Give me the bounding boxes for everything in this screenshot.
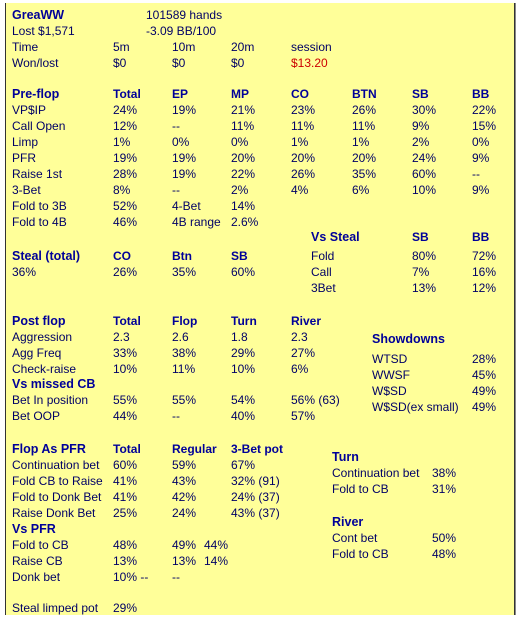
missed-cb-row-cell: 57% xyxy=(291,409,316,423)
vs-pfr-row-cell: 13% xyxy=(172,554,197,568)
steal-total-value: 36% xyxy=(12,265,37,279)
preflop-row-cell: 19% xyxy=(172,151,197,165)
missed-cb-row-label: Bet OOP xyxy=(12,409,61,423)
preflop-row-label: Call Open xyxy=(12,119,66,133)
vs-steal-row-cell: 12% xyxy=(472,281,497,295)
wonlost-10m: $0 xyxy=(172,56,186,70)
postflop-row-cell: 33% xyxy=(113,346,138,360)
fold-to-3b-label: Fold to 3B xyxy=(12,199,67,213)
steal-limped-label: Steal limped pot xyxy=(12,601,99,615)
postflop-row-cell: 1.8 xyxy=(231,330,248,344)
preflop-row-cell: 1% xyxy=(291,135,309,149)
preflop-row-cell: 19% xyxy=(113,151,138,165)
postflop-header: Post flop xyxy=(12,314,66,328)
vs-pfr-row-label: Donk bet xyxy=(12,570,61,584)
fold-to-4b-value: 46% xyxy=(113,215,138,229)
missed-cb-row-cell: -- xyxy=(172,409,180,423)
preflop-row-cell: 22% xyxy=(231,167,256,181)
postflop-row-cell: 2.3 xyxy=(291,330,308,344)
river-row-label: Cont bet xyxy=(332,531,378,545)
vs-steal-col-bb: BB xyxy=(472,230,490,244)
vs-pfr-row-cell: -- xyxy=(172,570,180,584)
postflop-col-flop: Flop xyxy=(172,314,198,328)
postflop-row-cell: 2.3 xyxy=(113,330,130,344)
preflop-row-cell: 0% xyxy=(231,135,249,149)
preflop-row-cell: -- xyxy=(172,183,180,197)
preflop-row-cell: 9% xyxy=(412,119,430,133)
player-name: GreaWW xyxy=(12,8,65,22)
vs-steal-row-label: Fold xyxy=(311,249,335,263)
preflop-col-mp: MP xyxy=(231,87,249,101)
vs-steal-row-cell: 13% xyxy=(412,281,437,295)
turn-row-value: 31% xyxy=(432,482,457,496)
steal-col-sb: SB xyxy=(231,249,248,263)
postflop-row-label: Check-raise xyxy=(12,362,77,376)
vs-pfr-row-cell: 10% -- xyxy=(113,570,149,584)
flop-pfr-row-label: Fold CB to Raise xyxy=(12,474,103,488)
postflop-row-cell: 29% xyxy=(231,346,256,360)
preflop-row-cell: 1% xyxy=(352,135,370,149)
flop-pfr-row-cell: 60% xyxy=(113,458,138,472)
vs-steal-header: Vs Steal xyxy=(311,230,360,244)
flop-pfr-col-regular: Regular xyxy=(172,442,217,456)
flop-pfr-row-cell: 24% xyxy=(172,506,197,520)
preflop-row-cell: 20% xyxy=(231,151,256,165)
preflop-row-cell: -- xyxy=(472,167,480,181)
vs-steal-row-label: 3Bet xyxy=(311,281,336,295)
flop-pfr-row-cell: 67% xyxy=(231,458,256,472)
showdowns-header: Showdowns xyxy=(372,332,445,346)
flop-pfr-col-3bet: 3-Bet pot xyxy=(231,442,283,456)
river-row-value: 48% xyxy=(432,547,457,561)
preflop-row-cell: 2% xyxy=(412,135,430,149)
preflop-col-total: Total xyxy=(113,87,141,101)
preflop-row-label: 3-Bet xyxy=(12,183,41,197)
missed-cb-row-cell: 56% (63) xyxy=(291,393,340,407)
preflop-col-bb: BB xyxy=(472,87,490,101)
vs-steal-row-cell: 16% xyxy=(472,265,497,279)
wonlost-20m: $0 xyxy=(231,56,245,70)
flop-pfr-row-cell: 43% xyxy=(172,474,197,488)
flop-pfr-row-label: Fold to Donk Bet xyxy=(12,490,102,504)
preflop-row-label: Limp xyxy=(12,135,39,149)
vs-steal-row-cell: 72% xyxy=(472,249,497,263)
four-bet-value: 14% xyxy=(231,199,256,213)
showdown-row-label: WTSD xyxy=(372,352,408,366)
four-bet-range-label: 4B range xyxy=(172,215,221,229)
preflop-row-cell: 10% xyxy=(412,183,437,197)
preflop-col-ep: EP xyxy=(172,87,189,101)
postflop-col-total: Total xyxy=(113,314,141,328)
postflop-row-cell: 6% xyxy=(291,362,309,376)
missed-cb-row-cell: 44% xyxy=(113,409,138,423)
showdown-row-value: 49% xyxy=(472,384,497,398)
showdown-row-label: WWSF xyxy=(372,368,410,382)
preflop-row-cell: 8% xyxy=(113,183,131,197)
flop-pfr-row-label: Raise Donk Bet xyxy=(12,506,96,520)
vs-pfr-row-cell: 13% xyxy=(113,554,138,568)
preflop-row-cell: 0% xyxy=(172,135,190,149)
preflop-row-cell: 19% xyxy=(172,103,197,117)
postflop-col-river: River xyxy=(291,314,322,328)
vs-steal-row-label: Call xyxy=(311,265,332,279)
preflop-row-label: PFR xyxy=(12,151,36,165)
steal-co-value: 26% xyxy=(113,265,138,279)
steal-limped-value: 29% xyxy=(113,601,138,615)
vs-steal-col-sb: SB xyxy=(412,230,429,244)
turn-row-label: Continuation bet xyxy=(332,466,420,480)
steal-sb-value: 60% xyxy=(231,265,256,279)
hand-count: 101589 hands xyxy=(146,8,223,22)
fold-to-3b-value: 52% xyxy=(113,199,138,213)
time-label: Time xyxy=(12,40,39,54)
preflop-row-label: VP$IP xyxy=(12,103,47,117)
preflop-row-cell: 4% xyxy=(291,183,309,197)
preflop-row-cell: 23% xyxy=(291,103,316,117)
preflop-row-cell: 12% xyxy=(113,119,138,133)
river-header: River xyxy=(332,515,364,529)
preflop-row-cell: 9% xyxy=(472,151,490,165)
showdown-row-value: 28% xyxy=(472,352,497,366)
preflop-row-cell: 24% xyxy=(113,103,138,117)
preflop-row-cell: 30% xyxy=(412,103,437,117)
missed-cb-row-cell: 54% xyxy=(231,393,256,407)
time-header-20m: 20m xyxy=(231,40,255,54)
flop-pfr-row-cell: 43% (37) xyxy=(231,506,280,520)
postflop-row-cell: 38% xyxy=(172,346,197,360)
river-row-value: 50% xyxy=(432,531,457,545)
time-header-5m: 5m xyxy=(113,40,130,54)
steal-btn-value: 35% xyxy=(172,265,197,279)
steal-col-btn: Btn xyxy=(172,249,192,263)
preflop-row-cell: 11% xyxy=(231,119,255,133)
flop-pfr-row-cell: 25% xyxy=(113,506,138,520)
preflop-row-cell: 6% xyxy=(352,183,370,197)
vs-steal-row-cell: 80% xyxy=(412,249,437,263)
preflop-row-cell: 21% xyxy=(231,103,256,117)
preflop-header: Pre-flop xyxy=(12,87,60,101)
wonlost-session: $13.20 xyxy=(291,56,328,70)
flop-pfr-col-total: Total xyxy=(113,442,141,456)
flop-pfr-header: Flop As PFR xyxy=(12,442,86,456)
lost-amount: Lost $1,571 xyxy=(12,24,75,38)
preflop-col-co: CO xyxy=(291,87,309,101)
four-bet-label: 4-Bet xyxy=(172,199,201,213)
flop-pfr-row-cell: 32% (91) xyxy=(231,474,280,488)
vs-steal-row-cell: 7% xyxy=(412,265,430,279)
preflop-row-cell: 22% xyxy=(472,103,497,117)
preflop-row-cell: 20% xyxy=(352,151,377,165)
hud-panel xyxy=(5,3,515,615)
time-header-session: session xyxy=(291,40,332,54)
four-bet-range-value: 2.6% xyxy=(231,215,259,229)
time-header-10m: 10m xyxy=(172,40,196,54)
preflop-row-cell: 1% xyxy=(113,135,131,149)
showdown-row-label: W$SD xyxy=(372,384,407,398)
preflop-row-cell: 26% xyxy=(352,103,377,117)
missed-cb-header: Vs missed CB xyxy=(12,377,96,391)
preflop-row-cell: -- xyxy=(172,119,180,133)
vs-pfr-row-cell: 49% xyxy=(172,538,197,552)
preflop-row-label: Raise 1st xyxy=(12,167,63,181)
missed-cb-row-cell: 40% xyxy=(231,409,256,423)
preflop-row-cell: 11% xyxy=(352,119,376,133)
preflop-row-cell: 26% xyxy=(291,167,316,181)
missed-cb-row-label: Bet In position xyxy=(12,393,89,407)
steal-col-co: CO xyxy=(113,249,131,263)
flop-pfr-row-cell: 41% xyxy=(113,474,138,488)
flop-pfr-row-label: Continuation bet xyxy=(12,458,100,472)
showdown-row-value: 45% xyxy=(472,368,497,382)
steal-header: Steal (total) xyxy=(12,249,81,263)
river-row-label: Fold to CB xyxy=(332,547,389,561)
showdown-row-value: 49% xyxy=(472,400,497,414)
turn-row-label: Fold to CB xyxy=(332,482,389,496)
preflop-row-cell: 24% xyxy=(412,151,437,165)
vs-pfr-row-cell: 48% xyxy=(113,538,138,552)
preflop-row-cell: 11% xyxy=(291,119,315,133)
preflop-row-cell: 2% xyxy=(231,183,249,197)
fold-to-4b-label: Fold to 4B xyxy=(12,215,67,229)
missed-cb-row-cell: 55% xyxy=(113,393,138,407)
preflop-row-cell: 9% xyxy=(472,183,490,197)
showdown-row-label: W$SD(ex small) xyxy=(372,400,459,414)
postflop-row-cell: 10% xyxy=(113,362,138,376)
postflop-row-label: Agg Freq xyxy=(12,346,62,360)
postflop-row-cell: 27% xyxy=(291,346,316,360)
turn-row-value: 38% xyxy=(432,466,457,480)
postflop-row-cell: 11% xyxy=(172,362,196,376)
preflop-row-cell: 19% xyxy=(172,167,197,181)
preflop-col-sb: SB xyxy=(412,87,429,101)
preflop-row-cell: 28% xyxy=(113,167,138,181)
preflop-row-cell: 15% xyxy=(472,119,497,133)
preflop-col-btn: BTN xyxy=(352,87,377,101)
wonlost-5m: $0 xyxy=(113,56,127,70)
turn-header: Turn xyxy=(332,450,359,464)
vs-pfr-row-label: Fold to CB xyxy=(12,538,69,552)
vs-pfr-row-cell: 44% xyxy=(204,538,229,552)
preflop-row-cell: 20% xyxy=(291,151,316,165)
wonlost-label: Won/lost xyxy=(12,56,59,70)
bb-per-100: -3.09 BB/100 xyxy=(146,24,217,38)
postflop-col-turn: Turn xyxy=(231,314,257,328)
preflop-row-cell: 35% xyxy=(352,167,377,181)
vs-pfr-row-label: Raise CB xyxy=(12,554,63,568)
postflop-row-cell: 10% xyxy=(231,362,256,376)
flop-pfr-row-cell: 42% xyxy=(172,490,197,504)
preflop-row-cell: 60% xyxy=(412,167,437,181)
flop-pfr-row-cell: 41% xyxy=(113,490,138,504)
postflop-row-cell: 2.6 xyxy=(172,330,189,344)
preflop-row-cell: 0% xyxy=(472,135,490,149)
flop-pfr-row-cell: 24% (37) xyxy=(231,490,280,504)
vs-pfr-header: Vs PFR xyxy=(12,522,56,536)
postflop-row-label: Aggression xyxy=(12,330,73,344)
flop-pfr-row-cell: 59% xyxy=(172,458,197,472)
missed-cb-row-cell: 55% xyxy=(172,393,197,407)
vs-pfr-row-cell: 14% xyxy=(204,554,229,568)
